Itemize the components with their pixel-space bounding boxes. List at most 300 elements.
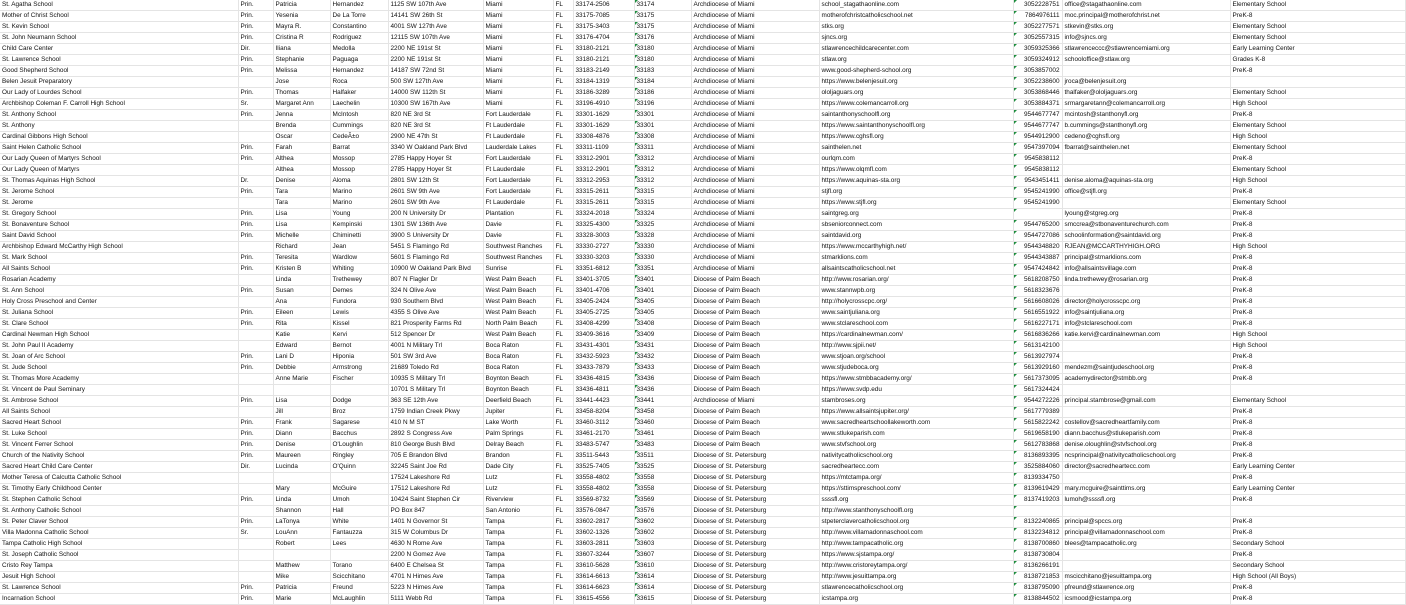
cell-diocese[interactable]: Archdiocese of Miami: [691, 231, 819, 242]
cell-city[interactable]: Miami: [483, 22, 553, 33]
cell-last-name[interactable]: Constantino: [330, 22, 388, 33]
cell-phone[interactable]: 3052277571: [1013, 22, 1062, 33]
cell-first-name[interactable]: Margaret Ann: [273, 99, 330, 110]
cell-diocese[interactable]: Diocese of St. Petersburg: [691, 473, 819, 484]
cell-last-name[interactable]: Sagarese: [330, 418, 388, 429]
cell-school-name[interactable]: Jesuit High School: [0, 572, 238, 583]
cell-phone[interactable]: 5612783868: [1013, 440, 1062, 451]
cell-phone[interactable]: 5616551922: [1013, 308, 1062, 319]
cell-diocese[interactable]: Archdiocese of Miami: [691, 143, 819, 154]
cell-city[interactable]: Brandon: [483, 451, 553, 462]
cell-last-name[interactable]: Fantauzza: [330, 528, 388, 539]
cell-school-name[interactable]: St. Peter Claver School: [0, 517, 238, 528]
cell-diocese[interactable]: Archdiocese of Miami: [691, 132, 819, 143]
cell-last-name[interactable]: [330, 550, 388, 561]
cell-zip[interactable]: 33176: [634, 33, 691, 44]
cell-zip[interactable]: 33330: [634, 253, 691, 264]
cell-first-name[interactable]: Yesenia: [273, 11, 330, 22]
cell-city[interactable]: Fort Lauderdale: [483, 154, 553, 165]
cell-city[interactable]: Delray Beach: [483, 440, 553, 451]
cell-website[interactable]: https://www.colemancarroll.org: [819, 99, 1013, 110]
cell-phone[interactable]: 8137419203: [1013, 495, 1062, 506]
cell-school-name[interactable]: St. Bonaventure School: [0, 220, 238, 231]
cell-state[interactable]: FL: [553, 66, 573, 77]
cell-website[interactable]: https://www.stjfl.org: [819, 198, 1013, 209]
cell-street[interactable]: 512 Spencer Dr: [388, 330, 483, 341]
cell-title[interactable]: [238, 275, 273, 286]
cell-street[interactable]: 500 SW 127th Ave: [388, 77, 483, 88]
cell-state[interactable]: FL: [553, 11, 573, 22]
cell-city[interactable]: Miami: [483, 11, 553, 22]
cell-street[interactable]: 5601 S Flamingo Rd: [388, 253, 483, 264]
cell-zip-full[interactable]: 33330-2727: [573, 242, 634, 253]
cell-state[interactable]: FL: [553, 121, 573, 132]
cell-zip[interactable]: 33483: [634, 440, 691, 451]
cell-school-type[interactable]: Elementary School: [1230, 88, 1405, 99]
cell-email[interactable]: principal@stmarklions.com: [1062, 253, 1230, 264]
cell-school-name[interactable]: St. Luke School: [0, 429, 238, 440]
cell-first-name[interactable]: Michelle: [273, 231, 330, 242]
cell-email[interactable]: director@sacredheartecc.com: [1062, 462, 1230, 473]
cell-state[interactable]: FL: [553, 110, 573, 121]
cell-email[interactable]: [1062, 341, 1230, 352]
cell-website[interactable]: http://www.sjpii.net/: [819, 341, 1013, 352]
cell-email[interactable]: office@stagathaonline.com: [1062, 0, 1230, 11]
cell-first-name[interactable]: Stephanie: [273, 55, 330, 66]
cell-email[interactable]: linda.trethewey@rosarian.org: [1062, 275, 1230, 286]
cell-last-name[interactable]: Rodriguez: [330, 33, 388, 44]
cell-city[interactable]: Tampa: [483, 572, 553, 583]
cell-diocese[interactable]: Archdiocese of Miami: [691, 44, 819, 55]
cell-phone[interactable]: 5618208750: [1013, 275, 1062, 286]
cell-diocese[interactable]: Archdiocese of Miami: [691, 0, 819, 11]
cell-zip[interactable]: 33183: [634, 66, 691, 77]
cell-zip-full[interactable]: 33176-4704: [573, 33, 634, 44]
cell-website[interactable]: http://www.tampacatholic.org: [819, 539, 1013, 550]
cell-diocese[interactable]: Diocese of Palm Beach: [691, 319, 819, 330]
cell-street[interactable]: 930 Southern Blvd: [388, 297, 483, 308]
cell-title[interactable]: Prin.: [238, 308, 273, 319]
cell-school-name[interactable]: St. Clare School: [0, 319, 238, 330]
cell-website[interactable]: https://www.sjstampa.org/: [819, 550, 1013, 561]
cell-zip-full[interactable]: 33436-4811: [573, 385, 634, 396]
cell-zip-full[interactable]: 33511-5443: [573, 451, 634, 462]
cell-school-name[interactable]: Archbishop Edward McCarthy High School: [0, 242, 238, 253]
cell-last-name[interactable]: Lewis: [330, 308, 388, 319]
cell-state[interactable]: FL: [553, 286, 573, 297]
cell-last-name[interactable]: Hernandez: [330, 0, 388, 11]
cell-zip[interactable]: 33315: [634, 198, 691, 209]
cell-title[interactable]: Prin.: [238, 209, 273, 220]
cell-street[interactable]: 501 SW 3rd Ave: [388, 352, 483, 363]
cell-city[interactable]: Dade City: [483, 462, 553, 473]
cell-last-name[interactable]: Broz: [330, 407, 388, 418]
cell-state[interactable]: FL: [553, 44, 573, 55]
cell-city[interactable]: Tampa: [483, 561, 553, 572]
cell-street[interactable]: 5451 S Flamingo Rd: [388, 242, 483, 253]
cell-school-type[interactable]: PreK-8: [1230, 495, 1405, 506]
cell-state[interactable]: FL: [553, 132, 573, 143]
cell-last-name[interactable]: O'Quinn: [330, 462, 388, 473]
cell-phone[interactable]: 9547397094: [1013, 143, 1062, 154]
cell-zip[interactable]: 33603: [634, 539, 691, 550]
cell-title[interactable]: Prin.: [238, 88, 273, 99]
cell-diocese[interactable]: Archdiocese of Miami: [691, 22, 819, 33]
cell-zip[interactable]: 33312: [634, 176, 691, 187]
cell-email[interactable]: [1062, 66, 1230, 77]
cell-street[interactable]: 2200 NE 191st St: [388, 44, 483, 55]
cell-last-name[interactable]: Medolla: [330, 44, 388, 55]
cell-first-name[interactable]: Patricia: [273, 583, 330, 594]
cell-website[interactable]: ourlqm.com: [819, 154, 1013, 165]
cell-phone[interactable]: 9544272226: [1013, 396, 1062, 407]
cell-zip[interactable]: 33576: [634, 506, 691, 517]
cell-email[interactable]: fbarrat@sainthelen.net: [1062, 143, 1230, 154]
cell-school-name[interactable]: All Saints School: [0, 264, 238, 275]
cell-city[interactable]: San Antonio: [483, 506, 553, 517]
cell-email[interactable]: denise.oloughlin@stvfschool.org: [1062, 440, 1230, 451]
cell-phone[interactable]: 5613927974: [1013, 352, 1062, 363]
cell-school-name[interactable]: St. Thomas More Academy: [0, 374, 238, 385]
cell-state[interactable]: FL: [553, 330, 573, 341]
cell-last-name[interactable]: Kempinski: [330, 220, 388, 231]
cell-school-name[interactable]: St. Ann School: [0, 286, 238, 297]
cell-school-type[interactable]: PreK-8: [1230, 440, 1405, 451]
cell-diocese[interactable]: Diocese of St. Petersburg: [691, 572, 819, 583]
cell-diocese[interactable]: Diocese of St. Petersburg: [691, 517, 819, 528]
cell-phone[interactable]: [1013, 209, 1062, 220]
cell-school-name[interactable]: Belen Jesuit Preparatory: [0, 77, 238, 88]
cell-phone[interactable]: 8138700860: [1013, 539, 1062, 550]
cell-city[interactable]: Riverview: [483, 495, 553, 506]
cell-school-type[interactable]: PreK-8: [1230, 583, 1405, 594]
cell-zip[interactable]: 33186: [634, 88, 691, 99]
cell-email[interactable]: [1062, 154, 1230, 165]
cell-website[interactable]: https://www.olqmfl.com: [819, 165, 1013, 176]
cell-school-type[interactable]: Elementary School: [1230, 396, 1405, 407]
cell-city[interactable]: Lutz: [483, 484, 553, 495]
cell-street[interactable]: 3900 S University Dr: [388, 231, 483, 242]
cell-email[interactable]: stlawrenceccc@stlawrencemiami.org: [1062, 44, 1230, 55]
cell-zip-full[interactable]: 33312-2953: [573, 176, 634, 187]
cell-title[interactable]: Prin.: [238, 286, 273, 297]
cell-phone[interactable]: 9543451411: [1013, 176, 1062, 187]
cell-email[interactable]: mscicchitano@jesuittampa.org: [1062, 572, 1230, 583]
cell-zip[interactable]: 33175: [634, 11, 691, 22]
cell-zip[interactable]: 33602: [634, 528, 691, 539]
cell-website[interactable]: stks.org: [819, 22, 1013, 33]
cell-school-name[interactable]: St. Mark School: [0, 253, 238, 264]
cell-school-name[interactable]: Child Care Center: [0, 44, 238, 55]
cell-phone[interactable]: 5613929160: [1013, 363, 1062, 374]
cell-city[interactable]: Miami: [483, 0, 553, 11]
cell-school-name[interactable]: Cristo Rey Tampa: [0, 561, 238, 572]
cell-last-name[interactable]: Laechelin: [330, 99, 388, 110]
cell-street[interactable]: 10900 W Oakland Park Blvd: [388, 264, 483, 275]
cell-street[interactable]: 363 SE 12th Ave: [388, 396, 483, 407]
cell-school-type[interactable]: Elementary School: [1230, 22, 1405, 33]
cell-diocese[interactable]: Diocese of St. Petersburg: [691, 583, 819, 594]
cell-email[interactable]: [1062, 473, 1230, 484]
cell-first-name[interactable]: Linda: [273, 495, 330, 506]
cell-title[interactable]: Prin.: [238, 110, 273, 121]
cell-state[interactable]: FL: [553, 374, 573, 385]
cell-diocese[interactable]: Archdiocese of Miami: [691, 209, 819, 220]
cell-state[interactable]: FL: [553, 176, 573, 187]
cell-zip[interactable]: 33328: [634, 231, 691, 242]
cell-school-name[interactable]: St. Thomas Aquinas High School: [0, 176, 238, 187]
cell-school-type[interactable]: PreK-8: [1230, 253, 1405, 264]
cell-title[interactable]: Prin.: [238, 231, 273, 242]
cell-street[interactable]: 2785 Happy Hoyer St: [388, 165, 483, 176]
cell-website[interactable]: www.stjudeboca.org: [819, 363, 1013, 374]
cell-city[interactable]: Boca Raton: [483, 352, 553, 363]
cell-phone[interactable]: 9544677747: [1013, 121, 1062, 132]
cell-zip-full[interactable]: 33401-4706: [573, 286, 634, 297]
cell-school-type[interactable]: PreK-8: [1230, 594, 1405, 605]
cell-website[interactable]: stlawrencechildcarecenter.com: [819, 44, 1013, 55]
cell-state[interactable]: FL: [553, 429, 573, 440]
cell-street[interactable]: 14187 SW 72nd St: [388, 66, 483, 77]
cell-last-name[interactable]: Marino: [330, 187, 388, 198]
cell-state[interactable]: FL: [553, 561, 573, 572]
cell-diocese[interactable]: Diocese of St. Petersburg: [691, 506, 819, 517]
cell-school-type[interactable]: [1230, 77, 1405, 88]
cell-school-type[interactable]: [1230, 506, 1405, 517]
cell-website[interactable]: sbseniorconnect.com: [819, 220, 1013, 231]
cell-email[interactable]: [1062, 352, 1230, 363]
cell-street[interactable]: 10701 S Military Trl: [388, 385, 483, 396]
cell-zip-full[interactable]: 33301-1629: [573, 110, 634, 121]
cell-website[interactable]: stpeterclavercatholicschool.org: [819, 517, 1013, 528]
cell-city[interactable]: Jupiter: [483, 407, 553, 418]
cell-street[interactable]: 14000 SW 112th St: [388, 88, 483, 99]
cell-state[interactable]: FL: [553, 506, 573, 517]
cell-zip[interactable]: 33525: [634, 462, 691, 473]
cell-first-name[interactable]: Mayra R.: [273, 22, 330, 33]
cell-school-type[interactable]: PreK-8: [1230, 473, 1405, 484]
cell-zip-full[interactable]: 33441-4423: [573, 396, 634, 407]
cell-street[interactable]: 2601 SW 9th Ave: [388, 187, 483, 198]
cell-school-name[interactable]: St. Anthony: [0, 121, 238, 132]
cell-last-name[interactable]: Aloma: [330, 176, 388, 187]
cell-school-type[interactable]: PreK-8: [1230, 363, 1405, 374]
cell-last-name[interactable]: Bacchus: [330, 429, 388, 440]
cell-website[interactable]: https://www.mccarthyhigh.net/: [819, 242, 1013, 253]
cell-last-name[interactable]: McLaughlin: [330, 594, 388, 605]
cell-state[interactable]: FL: [553, 308, 573, 319]
cell-diocese[interactable]: Archdiocese of Miami: [691, 154, 819, 165]
cell-street[interactable]: 324 N Olive Ave: [388, 286, 483, 297]
cell-first-name[interactable]: Iliana: [273, 44, 330, 55]
cell-city[interactable]: Plantation: [483, 209, 553, 220]
cell-diocese[interactable]: Diocese of St. Petersburg: [691, 539, 819, 550]
cell-title[interactable]: Prin.: [238, 594, 273, 605]
cell-state[interactable]: FL: [553, 407, 573, 418]
cell-state[interactable]: FL: [553, 352, 573, 363]
cell-diocese[interactable]: Diocese of St. Petersburg: [691, 451, 819, 462]
cell-street[interactable]: 821 Prosperity Farms Rd: [388, 319, 483, 330]
cell-school-name[interactable]: Our Lady Queen of Martyrs: [0, 165, 238, 176]
cell-last-name[interactable]: Barrat: [330, 143, 388, 154]
cell-zip[interactable]: 33325: [634, 220, 691, 231]
cell-website[interactable]: ssssfl.org: [819, 495, 1013, 506]
cell-email[interactable]: [1062, 198, 1230, 209]
cell-school-name[interactable]: Cardinal Gibbons High School: [0, 132, 238, 143]
cell-school-name[interactable]: Villa Madonna Catholic School: [0, 528, 238, 539]
cell-zip[interactable]: 33436: [634, 374, 691, 385]
cell-school-type[interactable]: High School (All Boys): [1230, 572, 1405, 583]
cell-last-name[interactable]: Bernot: [330, 341, 388, 352]
cell-last-name[interactable]: Demes: [330, 286, 388, 297]
cell-school-type[interactable]: Early Learning Center: [1230, 484, 1405, 495]
cell-website[interactable]: http://www.rosarian.org/: [819, 275, 1013, 286]
cell-website[interactable]: www.stlukeparish.com: [819, 429, 1013, 440]
cell-last-name[interactable]: [330, 473, 388, 484]
cell-first-name[interactable]: Thomas: [273, 88, 330, 99]
cell-last-name[interactable]: Trethewey: [330, 275, 388, 286]
cell-phone[interactable]: 3053857002: [1013, 66, 1062, 77]
cell-zip-full[interactable]: 33325-4300: [573, 220, 634, 231]
cell-last-name[interactable]: Chiminetti: [330, 231, 388, 242]
cell-school-type[interactable]: Secondary School: [1230, 561, 1405, 572]
cell-diocese[interactable]: Archdiocese of Miami: [691, 198, 819, 209]
cell-title[interactable]: Prin.: [238, 429, 273, 440]
cell-diocese[interactable]: Diocese of St. Petersburg: [691, 495, 819, 506]
cell-city[interactable]: Southwest Ranches: [483, 253, 553, 264]
cell-first-name[interactable]: Lisa: [273, 209, 330, 220]
cell-street[interactable]: 2200 N Gomez Ave: [388, 550, 483, 561]
cell-zip-full[interactable]: 33312-2901: [573, 154, 634, 165]
cell-zip-full[interactable]: 33461-2170: [573, 429, 634, 440]
cell-first-name[interactable]: Marie: [273, 594, 330, 605]
cell-phone[interactable]: 9545838112: [1013, 165, 1062, 176]
cell-last-name[interactable]: Dodge: [330, 396, 388, 407]
cell-diocese[interactable]: Diocese of Palm Beach: [691, 275, 819, 286]
cell-zip-full[interactable]: 33315-2611: [573, 198, 634, 209]
cell-zip-full[interactable]: 33186-3289: [573, 88, 634, 99]
cell-street[interactable]: 2200 NE 191st St: [388, 55, 483, 66]
cell-diocese[interactable]: Diocese of St. Petersburg: [691, 550, 819, 561]
cell-school-name[interactable]: St. Timothy Early Childhood Center: [0, 484, 238, 495]
cell-school-name[interactable]: St. John Paul II Academy: [0, 341, 238, 352]
cell-school-type[interactable]: High School: [1230, 176, 1405, 187]
cell-school-name[interactable]: St. Jude School: [0, 363, 238, 374]
cell-diocese[interactable]: Archdiocese of Miami: [691, 253, 819, 264]
cell-title[interactable]: Prin.: [238, 11, 273, 22]
cell-state[interactable]: FL: [553, 231, 573, 242]
cell-website[interactable]: https://www.belenjesuit.org: [819, 77, 1013, 88]
cell-city[interactable]: West Palm Beach: [483, 308, 553, 319]
cell-zip[interactable]: 33315: [634, 187, 691, 198]
cell-first-name[interactable]: Rita: [273, 319, 330, 330]
cell-zip[interactable]: 33602: [634, 517, 691, 528]
cell-title[interactable]: [238, 374, 273, 385]
cell-first-name[interactable]: Susan: [273, 286, 330, 297]
cell-street[interactable]: 1301 SW 136th Ave: [388, 220, 483, 231]
cell-phone[interactable]: [1013, 506, 1062, 517]
cell-title[interactable]: [238, 198, 273, 209]
cell-zip[interactable]: 33405: [634, 297, 691, 308]
cell-last-name[interactable]: Lees: [330, 539, 388, 550]
cell-last-name[interactable]: CedeÃ±o: [330, 132, 388, 143]
cell-last-name[interactable]: O'Loughlin: [330, 440, 388, 451]
cell-last-name[interactable]: Scicchitano: [330, 572, 388, 583]
cell-school-name[interactable]: Holy Cross Preschool and Center: [0, 297, 238, 308]
cell-email[interactable]: denise.aloma@aquinas-sta.org: [1062, 176, 1230, 187]
cell-website[interactable]: http://www.stanthonyschoolfl.org: [819, 506, 1013, 517]
cell-zip-full[interactable]: 33312-2901: [573, 165, 634, 176]
cell-website[interactable]: saintanthonyschoolfl.org: [819, 110, 1013, 121]
cell-diocese[interactable]: Diocese of St. Petersburg: [691, 528, 819, 539]
cell-title[interactable]: [238, 539, 273, 550]
cell-school-name[interactable]: St. Vincent Ferrer School: [0, 440, 238, 451]
cell-title[interactable]: Prin.: [238, 55, 273, 66]
cell-diocese[interactable]: Archdiocese of Miami: [691, 242, 819, 253]
cell-zip[interactable]: 33405: [634, 308, 691, 319]
cell-email[interactable]: [1062, 550, 1230, 561]
cell-zip-full[interactable]: 33431-4301: [573, 341, 634, 352]
cell-diocese[interactable]: Archdiocese of Miami: [691, 187, 819, 198]
cell-city[interactable]: Tampa: [483, 594, 553, 605]
cell-school-type[interactable]: PreK-8: [1230, 308, 1405, 319]
cell-street[interactable]: 6400 E Chelsea St: [388, 561, 483, 572]
cell-website[interactable]: stmarklions.com: [819, 253, 1013, 264]
cell-phone[interactable]: 8132240865: [1013, 517, 1062, 528]
cell-street[interactable]: 10300 SW 167th Ave: [388, 99, 483, 110]
cell-phone[interactable]: 9545838112: [1013, 154, 1062, 165]
cell-last-name[interactable]: Ringley: [330, 451, 388, 462]
cell-website[interactable]: https://cardinalnewman.com/: [819, 330, 1013, 341]
cell-title[interactable]: Dir.: [238, 462, 273, 473]
cell-diocese[interactable]: Archdiocese of Miami: [691, 66, 819, 77]
cell-email[interactable]: blees@tampacatholic.org: [1062, 539, 1230, 550]
cell-city[interactable]: Boynton Beach: [483, 385, 553, 396]
cell-zip[interactable]: 33312: [634, 165, 691, 176]
cell-city[interactable]: Tampa: [483, 583, 553, 594]
cell-zip[interactable]: 33458: [634, 407, 691, 418]
cell-city[interactable]: Miami: [483, 66, 553, 77]
cell-phone[interactable]: 9544727086: [1013, 231, 1062, 242]
cell-school-type[interactable]: PreK-8: [1230, 264, 1405, 275]
cell-phone[interactable]: 8139334750: [1013, 473, 1062, 484]
cell-email[interactable]: [1062, 385, 1230, 396]
cell-diocese[interactable]: Diocese of St. Petersburg: [691, 462, 819, 473]
cell-zip[interactable]: 33511: [634, 451, 691, 462]
cell-diocese[interactable]: Diocese of Palm Beach: [691, 341, 819, 352]
cell-first-name[interactable]: Teresita: [273, 253, 330, 264]
cell-first-name[interactable]: Althea: [273, 154, 330, 165]
cell-email[interactable]: mcintosh@stanthonyfl.org: [1062, 110, 1230, 121]
cell-website[interactable]: www.saintjuliana.org: [819, 308, 1013, 319]
cell-city[interactable]: Lauderdale Lakes: [483, 143, 553, 154]
cell-city[interactable]: Deerfield Beach: [483, 396, 553, 407]
cell-school-name[interactable]: Sacred Heart School: [0, 418, 238, 429]
cell-title[interactable]: Prin.: [238, 33, 273, 44]
cell-first-name[interactable]: Shannon: [273, 506, 330, 517]
cell-title[interactable]: Prin.: [238, 319, 273, 330]
cell-title[interactable]: Prin.: [238, 0, 273, 11]
cell-street[interactable]: 17524 Lakeshore Rd: [388, 473, 483, 484]
cell-phone[interactable]: 5615822242: [1013, 418, 1062, 429]
cell-zip[interactable]: 33308: [634, 132, 691, 143]
cell-school-name[interactable]: Mother of Christ School: [0, 11, 238, 22]
cell-email[interactable]: info@saintjuliana.org: [1062, 308, 1230, 319]
cell-first-name[interactable]: [273, 473, 330, 484]
cell-title[interactable]: [238, 385, 273, 396]
cell-first-name[interactable]: [273, 385, 330, 396]
cell-zip[interactable]: 33312: [634, 154, 691, 165]
